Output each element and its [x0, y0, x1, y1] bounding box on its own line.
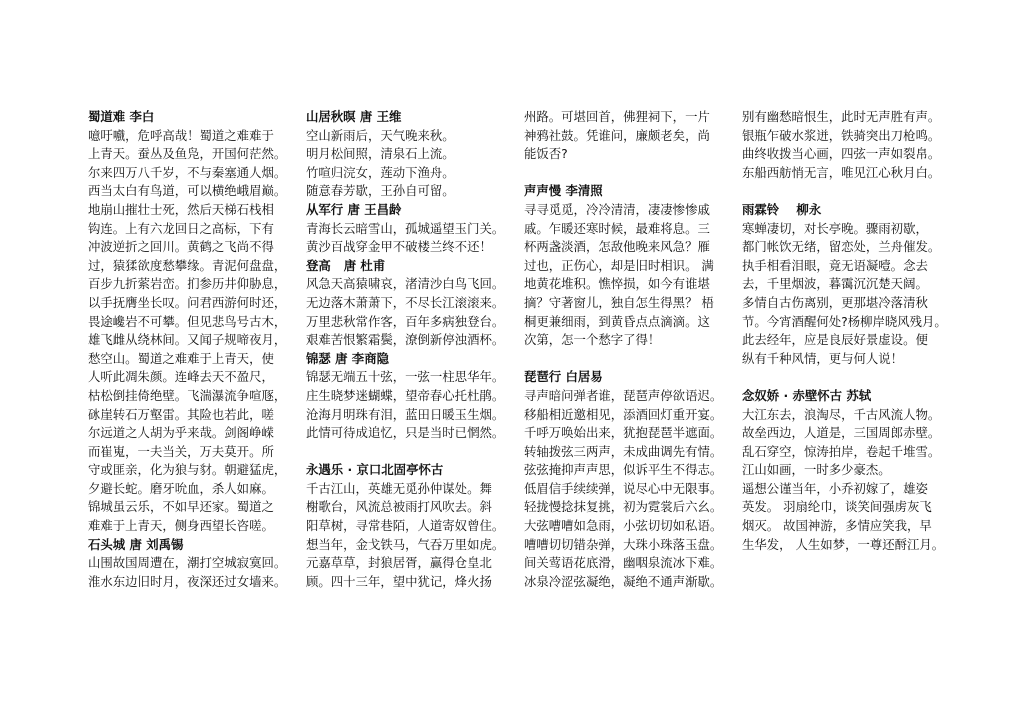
poem-title: 念奴娇 · 赤壁怀古 苏轼 — [742, 387, 872, 403]
poem-line: 竹喧归浣女，莲动下渔舟。 — [306, 164, 455, 180]
poem-line: 人听此凋朱颜。连峰去天不盈尺， — [88, 369, 274, 385]
poem-line: 枯松倒挂倚绝壁。飞湍瀑流争喧豗， — [88, 387, 287, 403]
poem-line: 想当年，金戈铁马，气吞万里如虎。 — [306, 536, 505, 552]
poem-title: 蜀道难 李白 — [88, 109, 155, 124]
poem-line: 摘？守著窗儿，独自怎生得黑？ 梧 — [524, 294, 714, 310]
poem-line: 此情可待成追忆，只是当时已惘然。 — [306, 425, 505, 441]
poem-line: 能饭否? — [524, 146, 568, 162]
poem-line: 轻拢慢捻抹复挑，初为霓裳后六幺。 — [524, 499, 723, 515]
poem-line: 寻声暗问弹者谁，琵琶声停欲语迟。 — [524, 387, 723, 403]
poem-line: 冲波逆折之回川。黄鹤之飞尚不得 — [88, 239, 274, 255]
poem-line: 守或匪亲，化为狼与豺。朝避猛虎， — [88, 462, 287, 478]
poem-line: 移船相近邀相见，添酒回灯重开宴。 — [524, 406, 723, 422]
poem-line: 百步九折萦岩峦。扪参历井仰胁息， — [88, 276, 287, 292]
poem-line: 锦瑟无端五十弦，一弦一柱思华年。 — [306, 369, 505, 385]
spacer — [524, 350, 730, 369]
poem-line: 都门帐饮无绪，留恋处，兰舟催发。 — [742, 239, 941, 255]
poem-line: 曲终收拨当心画，四弦一声如裂帛。 — [742, 146, 941, 162]
spacer — [742, 182, 948, 201]
spacer — [524, 164, 730, 183]
poem-line: 上青天。蚕丛及鱼凫，开国何茫然。 — [88, 146, 287, 162]
poem-line: 低眉信手续续弹，说尽心中无限事。 — [524, 480, 723, 496]
poem-line: 青海长云暗雪山，孤城遥望玉门关。 — [306, 220, 505, 236]
poem-line: 烟灭。 故国神游，多情应笑我，早 — [742, 518, 932, 534]
poem-title: 雨霖铃 柳永 — [742, 201, 822, 217]
poem-line: 黄沙百战穿金甲不破楼兰终不还！ — [306, 239, 492, 255]
poem-line: 元嘉草草，封狼居胥，赢得仓皇北 — [306, 555, 492, 571]
poem-title: 锦瑟 唐 李商隐 — [306, 350, 389, 366]
poem-line: 地崩山摧壮士死，然后天梯石栈相 — [88, 201, 274, 217]
poem-line: 顾。四十三年，望中犹记，烽火扬 — [306, 573, 492, 589]
poem-line: 弦弦掩抑声声思，似诉平生不得志。 — [524, 462, 723, 478]
poem-line: 山围故国周遭在，潮打空城寂寞回。 — [88, 555, 287, 571]
poem-line: 风急天高猿啸哀，渚清沙白鸟飞回。 — [306, 276, 505, 292]
column-1 — [88, 108, 294, 591]
poem-line: 银瓶乍破水浆迸，铁骑突出刀枪鸣。 — [742, 127, 941, 143]
poem-line: 噫吁嚱，危呼高哉！蜀道之难难于 — [88, 127, 274, 143]
poem-line: 锦城虽云乐，不如早还家。蜀道之 — [88, 499, 274, 515]
poem-line: 英发。 羽扇纶巾，谈笑间强虏灰飞 — [742, 499, 932, 515]
poem-title: 登高 唐 杜甫 — [306, 257, 386, 273]
poem-title: 永遇乐 · 京口北固亭怀古 — [306, 462, 444, 478]
poem-line: 而崔嵬，一夫当关，万夫莫开。所 — [88, 443, 274, 459]
poem-line: 淮水东边旧时月，夜深还过女墙来。 — [88, 573, 287, 589]
poem-line: 过，猿猱欲度愁攀缘。青泥何盘盘， — [88, 257, 287, 273]
poem-line: 西当太白有鸟道，可以横绝峨眉巅。 — [88, 183, 287, 199]
poem-line: 间关莺语花底滑，幽咽泉流冰下难。 — [524, 555, 723, 571]
poem-line: 空山新雨后，天气晚来秋。 — [306, 127, 455, 143]
poem-title: 从军行 唐 王昌龄 — [306, 201, 402, 217]
poem-line: 嘈嘈切切错杂弹，大珠小珠落玉盘。 — [524, 536, 723, 552]
poem-line: 寻寻觅觅，冷冷清清，凄凄惨惨戚 — [524, 201, 710, 217]
poem-line: 次第，怎一个愁字了得！ — [524, 332, 661, 348]
poem-line: 明月松间照，清泉石上流。 — [306, 146, 455, 162]
column-3 — [524, 108, 730, 591]
poem-line: 神鸦社鼓。凭谁问，廉颇老矣，尚 — [524, 127, 710, 143]
poem-line: 过也，正伤心，却是旧时相识。 满 — [524, 257, 714, 273]
poem-line: 阳草树，寻常巷陌，人道寄奴曾住。 — [306, 518, 505, 534]
poem-line: 江山如画，一时多少豪杰。 — [742, 462, 891, 478]
poem-line: 遥想公谨当年，小乔初嫁了，雄姿 — [742, 480, 928, 496]
poem-line: 转轴拨弦三两声，未成曲调先有情。 — [524, 443, 723, 459]
poem-line: 沧海月明珠有泪，蓝田日暖玉生烟。 — [306, 406, 505, 422]
poem-line: 以手抚膺坐长叹。问君西游何时还， — [88, 294, 287, 310]
poem-line: 杯两盏淡酒，怎敌他晚来风急？雁 — [524, 239, 710, 255]
poem-line: 雄飞雌从绕林间。又闻子规啼夜月， — [88, 332, 287, 348]
poem-title: 琵琶行 白居易 — [524, 369, 603, 385]
poem-line: 执手相看泪眼，竟无语凝噎。念去 — [742, 257, 928, 273]
poem-line: 别有幽愁暗恨生，此时无声胜有声。 — [742, 109, 941, 124]
poem-line: 寒蝉凄切，对长亭晚。骤雨初歇， — [742, 220, 928, 236]
poem-line: 畏途巉岩不可攀。但见悲鸟号古木， — [88, 313, 287, 329]
poem-line: 无边落木萧萧下，不尽长江滚滚来。 — [306, 294, 505, 310]
poem-line: 冰泉冷涩弦凝绝，凝绝不通声渐歇。 — [524, 573, 723, 589]
poem-line: 桐更兼细雨，到黄昏点点滴滴。这 — [524, 313, 710, 329]
poem-title: 声声慢 李清照 — [524, 183, 603, 199]
poem-line: 钩连。上有六龙回日之高标，下有 — [88, 220, 274, 236]
poem-line: 大弦嘈嘈如急雨，小弦切切如私语。 — [524, 518, 723, 534]
poem-line: 乱石穿空，惊涛拍岸，卷起千堆雪。 — [742, 443, 941, 459]
poem-line: 艰难苦恨繁霜鬓，潦倒新停浊酒杯。 — [306, 332, 505, 348]
poem-line: 节。今宵酒醒何处?杨柳岸晓风残月。 — [742, 313, 947, 329]
poem-line: 大江东去，浪淘尽，千古风流人物。 — [742, 406, 941, 422]
poem-line: 此去经年，应是良辰好景虚设。便 — [742, 332, 928, 348]
poem-line: 多情自古伤离别，更那堪冷落清秋 — [742, 294, 928, 310]
poem-line: 去，千里烟波，暮霭沉沉楚天阔。 — [742, 276, 928, 292]
poem-line: 千古江山，英雄无觅孙仲谋处。舞 — [306, 480, 492, 496]
poem-line: 东船西舫悄无言，唯见江心秋月白。 — [742, 164, 941, 180]
poem-line: 愁空山。蜀道之难难于上青天，使 — [88, 350, 274, 366]
poem-line: 州路。可堪回首，佛狸祠下，一片 — [524, 109, 710, 124]
poem-line: 尔远道之人胡为乎来哉。剑阁峥嵘 — [88, 425, 274, 441]
poem-title: 石头城 唐 刘禹锡 — [88, 536, 184, 552]
poem-line: 地黄花堆积。憔悴损，如今有谁堪 — [524, 276, 710, 292]
poem-line: 纵有千种风情，更与何人说！ — [742, 350, 904, 366]
poem-line: 千呼万唤始出来，犹抱琵琶半遮面。 — [524, 425, 723, 441]
poem-line: 尔来四万八千岁，不与秦塞通人烟。 — [88, 164, 287, 180]
poem-title: 山居秋暝 唐 王维 — [306, 109, 402, 124]
poem-line: 随意春芳歇，王孙自可留。 — [306, 183, 455, 199]
poem-line: 砯崖转石万壑雷。其险也若此，嗟 — [88, 406, 274, 422]
column-2 — [306, 108, 512, 591]
spacer — [306, 443, 512, 462]
poem-line: 榭歌台，风流总被雨打风吹去。斜 — [306, 499, 492, 515]
spacer — [742, 368, 948, 387]
poem-line: 难难于上青天，侧身西望长咨嗟。 — [88, 518, 274, 534]
poem-line: 生华发， 人生如梦，一尊还酹江月。 — [742, 536, 945, 552]
poem-line: 故垒西边，人道是，三国周郎赤壁。 — [742, 425, 941, 441]
poem-line: 庄生晓梦迷蝴蝶，望帝春心托杜鹃。 — [306, 387, 505, 403]
poem-line: 夕避长蛇。磨牙吮血，杀人如麻。 — [88, 480, 274, 496]
column-4 — [742, 108, 948, 554]
poem-line: 万里悲秋常作客，百年多病独登台。 — [306, 313, 505, 329]
poem-line: 戚。乍暖还寒时候，最难将息。三 — [524, 220, 710, 236]
